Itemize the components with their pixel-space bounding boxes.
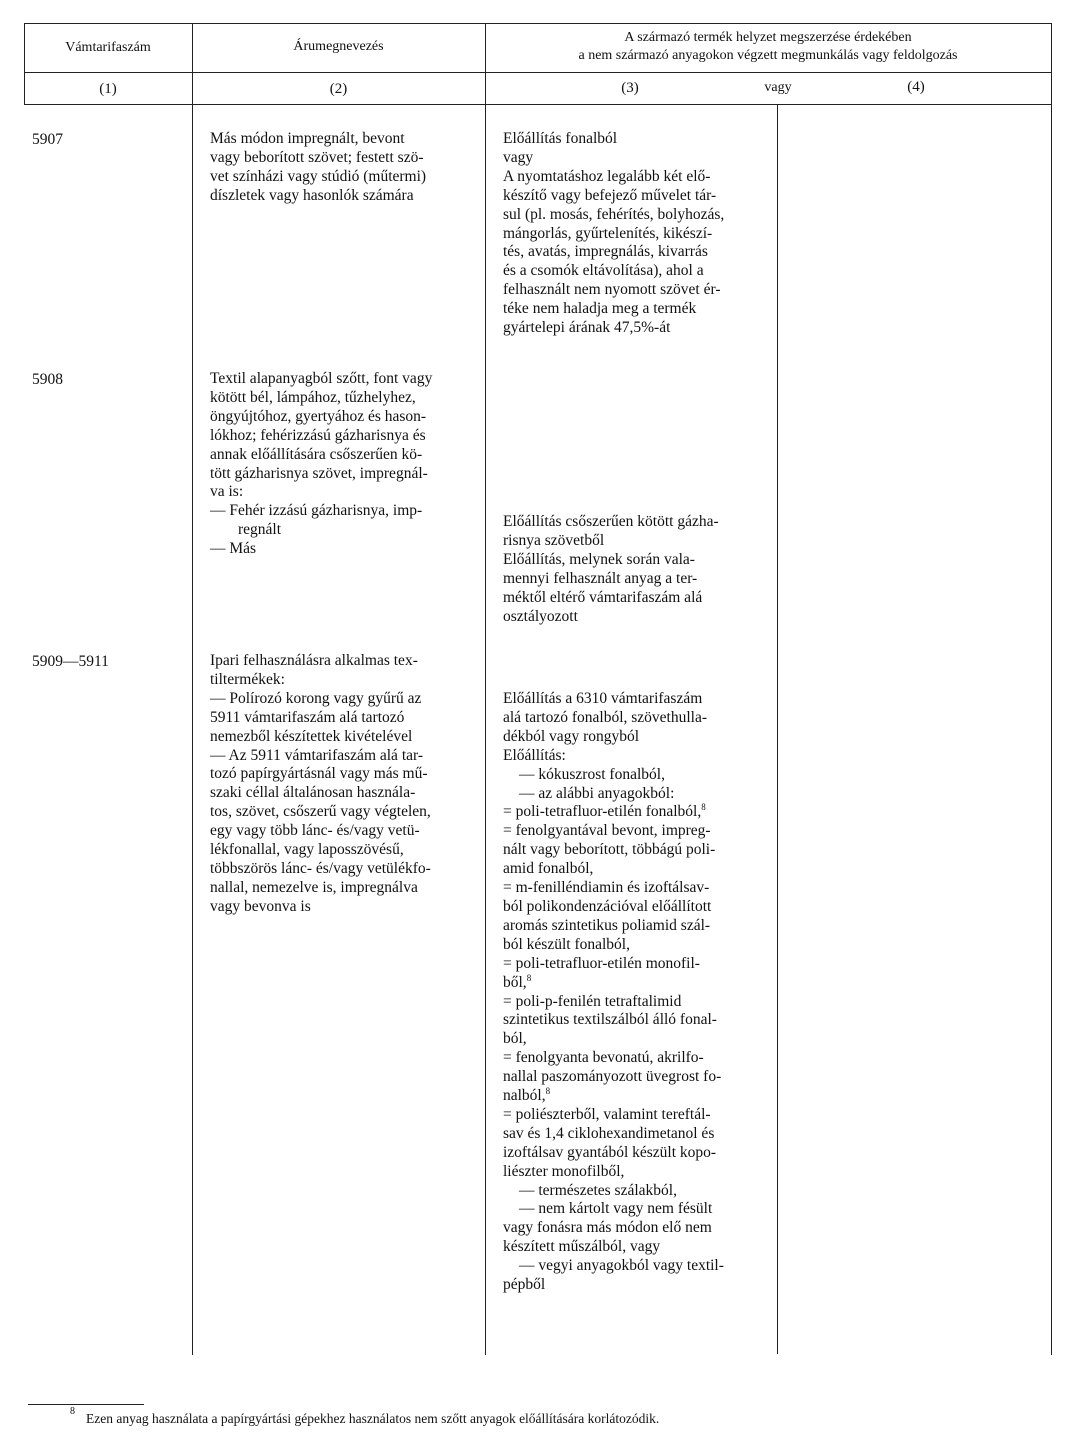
column-divider-1 — [192, 23, 193, 1355]
column-divider-3 — [777, 104, 778, 1354]
column-or-label: vagy — [764, 80, 792, 95]
footnote-mark: 8 — [70, 1406, 75, 1417]
footnote-text: Ezen anyag használata a papírgyártási gépekhez használatos nem szőtt anyagok előállítására korlátozódik. — [86, 1411, 660, 1426]
tariff-code-5908: 5908 — [32, 371, 63, 388]
table-right-border — [1051, 23, 1052, 1355]
rule-5908: Előállítás csőszerűen kötött gázha- risnya szövetből Előállítás, melynek során vala- mennyi felhasznált anyag a ter- méktől eltérő vámtarifaszám alá osztályozott — [503, 513, 719, 625]
header-col2: Árumegnevezés — [293, 39, 384, 54]
tariff-code-5907: 5907 — [32, 131, 63, 148]
column-number-4: (4) — [907, 79, 925, 95]
rule-5909-5911: Előállítás a 6310 vámtarifaszám alá tartozó fonalból, szövethulla- dékból vagy rongyból Előállítás: — kókuszrost fonalból, — az alábbi anyagokból: = poli-tetrafluor-etilén fonalból,$^8$ = fenolgyantával bevont, impreg- nált vagy beborított, többágú poli- amid fonalból, = m-fenilléndiamin és izoftálsav- ból polikondenzációval előállított aromás szintetikus poliamid szál- ból készült fonalból, = poli-tetrafluor-etilén monofil- ből,$^8$ = poli-p-fenilén tetraftalimid szintetikus textilszálból álló fonal- ból, = fenolgyanta bevonatú, akrilfo- nallal paszományozott üvegrost fo- nalból,$^8$ = poliészterből, valamint tereftál- sav és 1,4 ciklohexandimetanol és izoftálsav gyantából készült kopo- liészter monofilből, — természetes szálakból, — nem kártolt vagy nem fésült vagy fonásra más módon elő nem készített műszálból, vagy — vegyi anyagokból vagy textil- pépből — [503, 690, 724, 1294]
column-number-2: (2) — [329, 81, 348, 97]
header-col3-line2: a nem származó anyagokon végzett megmunkálás vagy feldolgozás — [578, 48, 958, 63]
column-number-3: (3) — [621, 80, 639, 96]
rule-5907: Előállítás fonalból vagy A nyomtatáshoz legalább két elő- készítő vagy befejező művelet tár- sul (pl. mosás, fehérítés, bolyhozás, mángorlás, gyűrtelenítés, kikészí- tés, avatás, impregnálás, kivarrás és a csomók eltávolítása), ahol a felhasznált nem nyomott szövet ér- téke nem haladja meg a termék gyártelepi árának 47,5%-át — [503, 130, 725, 337]
footnote-ref-8: 8 — [545, 1085, 551, 1096]
description-5907: Más módon impregnált, bevont vagy beborított szövet; festett szö- vet színházi vagy stúdió (műtermi) díszletek vagy hasonlók számára — [210, 130, 427, 204]
header-col3-line1: A származó termék helyzet megszerzése érdekében — [624, 30, 912, 45]
column-number-row-border — [24, 104, 1052, 105]
footnote-ref-8: 8 — [701, 802, 706, 813]
footnote-ref-8: 8 — [526, 972, 532, 983]
column-divider-2 — [485, 23, 486, 1355]
column-number-1: (1) — [99, 81, 117, 97]
footnote-separator — [28, 1404, 144, 1405]
header-bottom-border — [24, 72, 1052, 73]
table-top-border — [24, 23, 1052, 24]
description-5908: Textil alapanyagból szőtt, font vagy kötött bél, lámpához, tűzhelyhez, öngyújtóhoz, gyertyához és hason- lókhoz; fehérizzású gázharisnya és annak előállítására csőszerűen kö- tött gázharisnya szövet, impregnál- va is: — Fehér izzású gázharisnya, imp- regnált — Más — [210, 370, 433, 558]
tariff-code-5909-5911: 5909—5911 — [32, 653, 109, 670]
header-col1: Vámtarifaszám — [65, 40, 151, 55]
description-5909-5911: Ipari felhasználásra alkalmas tex- tiltermékek: — Polírozó korong vagy gyűrű az 5911 vámtarifaszám alá tartozó nemezből készítettek kivételével — Az 5911 vámtarifaszám alá tar- tozó papírgyártásnál vagy más mű- szaki céllal általánosan használa- tos, szövet, csőszerű vagy végtelen, egy vagy több lánc- és/vagy vetü- lékfonallal, vagy laposszövésű, többszörös lánc- és/vagy vetülékfo- nallal, nemezelve is, impregnálva vagy bevonva is — [210, 652, 431, 915]
